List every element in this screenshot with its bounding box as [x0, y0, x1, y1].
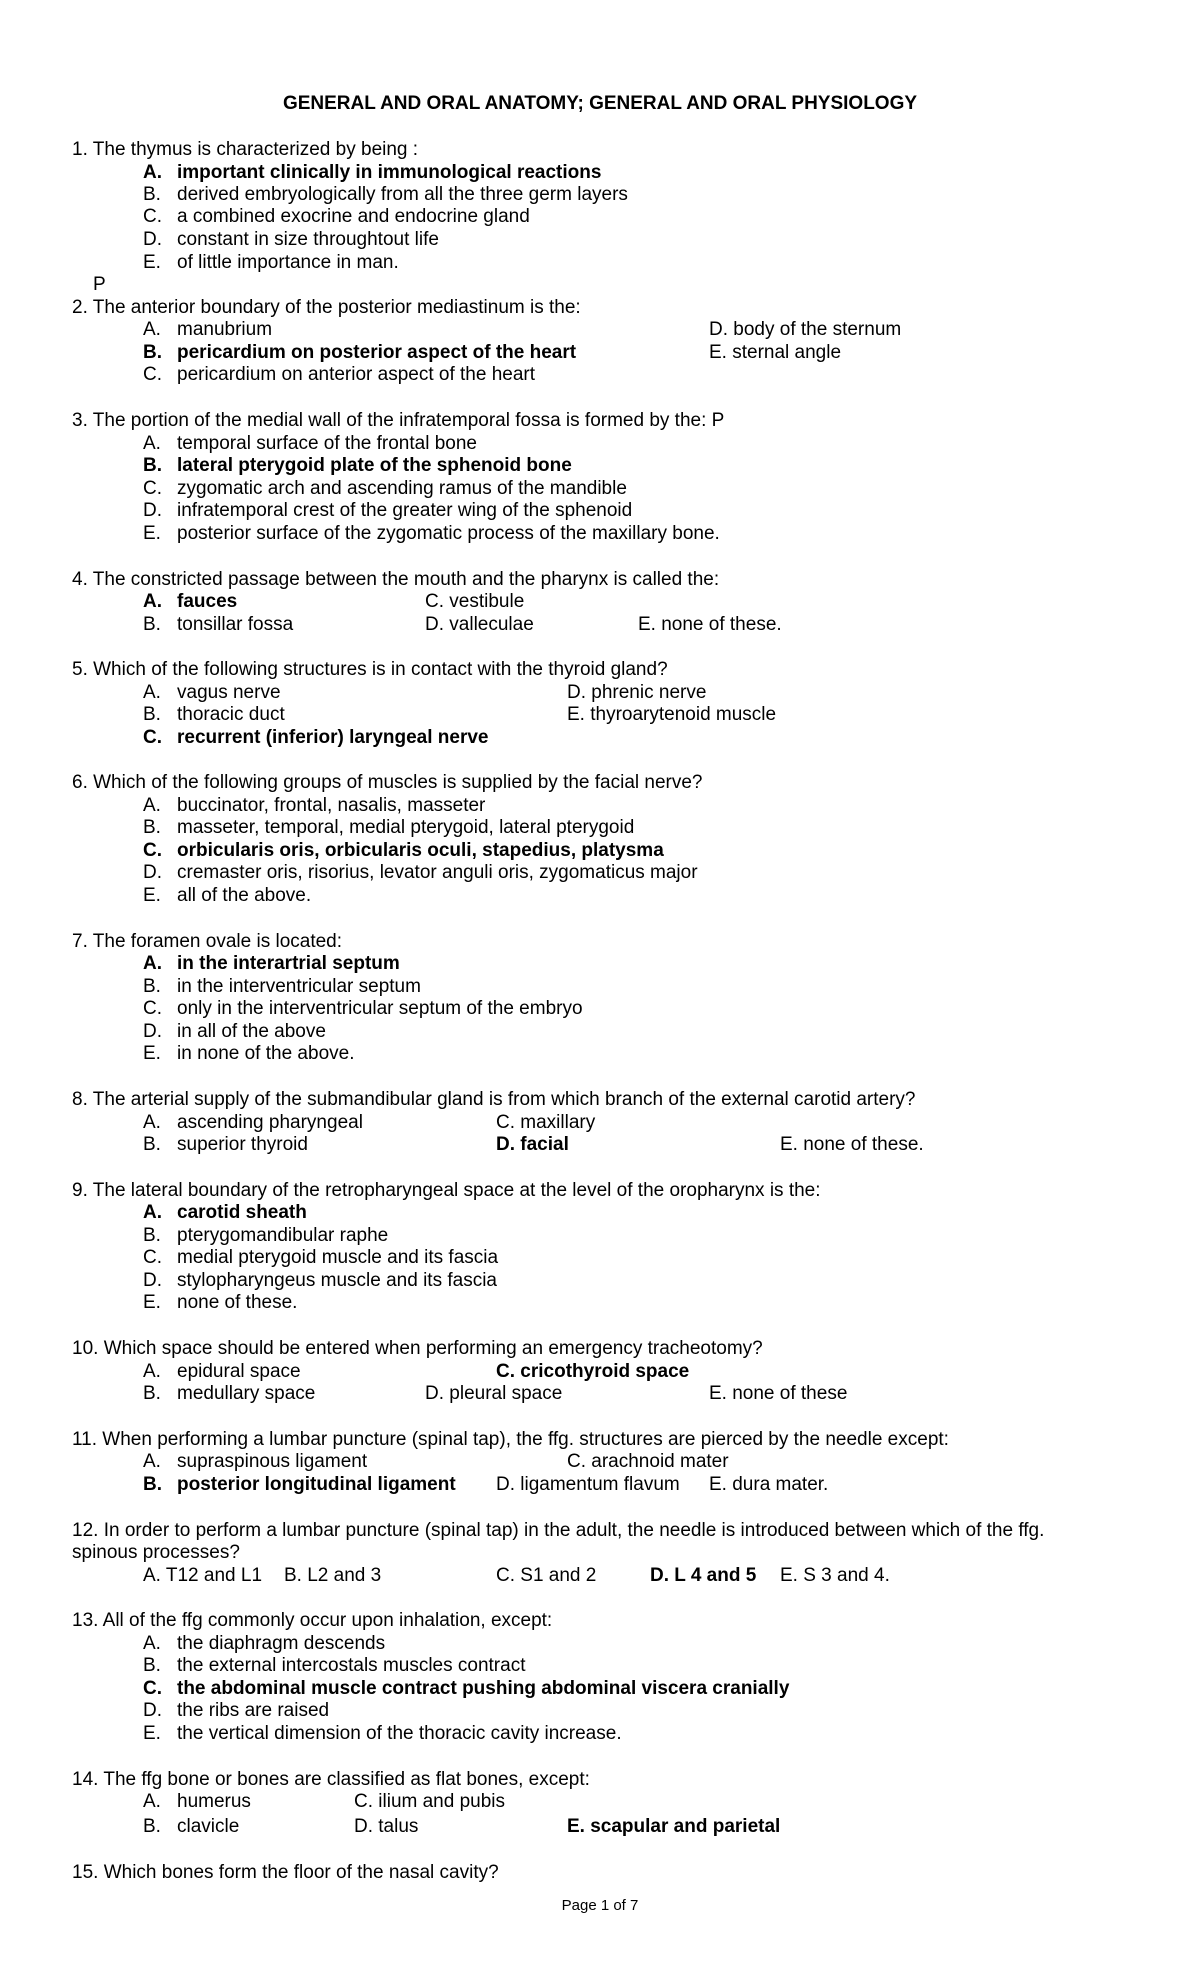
text-line: C.	[143, 364, 162, 385]
text-line: C.	[143, 998, 162, 1019]
text-line: C.	[143, 206, 162, 227]
text-line: E. dura mater.	[709, 1474, 829, 1495]
text-line: important clinically in immunological reactions	[177, 162, 602, 183]
text-line: the abdominal muscle contract pushing abdominal viscera cranially	[177, 1678, 790, 1699]
text-line: E.	[143, 885, 161, 906]
text-line: superior thyroid	[177, 1134, 308, 1155]
text-line: A.	[143, 433, 161, 454]
text-line: B.	[143, 704, 161, 725]
text-line: B.	[143, 1383, 161, 1404]
text-line: D. body of the sternum	[709, 319, 902, 340]
text-line: infratemporal crest of the greater wing of the sphenoid	[177, 500, 633, 521]
text-line: pterygomandibular raphe	[177, 1225, 389, 1246]
text-line: the ribs are raised	[177, 1700, 330, 1721]
text-line: C.	[143, 840, 162, 861]
text-line: C. cricothyroid space	[496, 1361, 690, 1382]
text-line: C. arachnoid mater	[567, 1451, 729, 1472]
text-line: 3. The portion of the medial wall of the infratemporal fossa is formed by the: P	[72, 410, 725, 431]
text-line: vagus nerve	[177, 682, 281, 703]
text-line: D. ligamentum flavum	[496, 1474, 680, 1495]
text-line: D.	[143, 1700, 162, 1721]
text-line: D. valleculae	[425, 614, 534, 635]
text-line: A.	[143, 1633, 161, 1654]
text-line: E. thyroarytenoid muscle	[567, 704, 777, 725]
text-line: recurrent (inferior) laryngeal nerve	[177, 727, 489, 748]
text-line: D.	[143, 862, 162, 883]
text-line: E.	[143, 523, 161, 544]
text-line: 9. The lateral boundary of the retropharyngeal space at the level of the oropharynx is the:	[72, 1180, 821, 1201]
text-line: C. ilium and pubis	[354, 1791, 506, 1812]
text-line: the vertical dimension of the thoracic cavity increase.	[177, 1723, 622, 1744]
text-line: D. L 4 and 5	[650, 1565, 757, 1586]
text-line: the diaphragm descends	[177, 1633, 386, 1654]
text-line: E. S 3 and 4.	[780, 1565, 890, 1586]
text-line: the external intercostals muscles contract	[177, 1655, 526, 1676]
text-line: C.	[143, 1678, 162, 1699]
text-line: C.	[143, 727, 162, 748]
text-line: E. scapular and parietal	[567, 1816, 781, 1837]
text-line: clavicle	[177, 1816, 240, 1837]
text-line: of little importance in man.	[177, 252, 399, 273]
text-line: A.	[143, 1791, 161, 1812]
text-line: A. T12 and L1	[143, 1565, 263, 1586]
text-line: posterior longitudinal ligament	[177, 1474, 456, 1495]
text-line: B.	[143, 455, 162, 476]
text-line: C.	[143, 478, 162, 499]
text-line: A.	[143, 319, 161, 340]
text-line: A.	[143, 953, 162, 974]
text-line: 10. Which space should be entered when performing an emergency tracheotomy?	[72, 1338, 763, 1359]
text-line: humerus	[177, 1791, 251, 1812]
text-line: B.	[143, 976, 161, 997]
text-line: orbicularis oris, orbicularis oculi, stapedius, platysma	[177, 840, 664, 861]
text-line: all of the above.	[177, 885, 312, 906]
text-line: D. facial	[496, 1134, 569, 1155]
text-line: 4. The constricted passage between the mouth and the pharynx is called the:	[72, 569, 720, 590]
text-line: B.	[143, 1134, 161, 1155]
text-line: medial pterygoid muscle and its fascia	[177, 1247, 499, 1268]
page-title: GENERAL AND ORAL ANATOMY; GENERAL AND ORAL PHYSIOLOGY	[282, 93, 918, 114]
text-line: B.	[143, 1474, 162, 1495]
text-line: epidural space	[177, 1361, 301, 1382]
text-line: D. talus	[354, 1816, 419, 1837]
text-line: D.	[143, 1021, 162, 1042]
text-line: E.	[143, 252, 161, 273]
text-line: in the interventricular septum	[177, 976, 421, 997]
text-line: A.	[143, 162, 162, 183]
text-line: E.	[143, 1043, 161, 1064]
text-line: A.	[143, 591, 162, 612]
text-line: temporal surface of the frontal bone	[177, 433, 477, 454]
text-line: P	[93, 274, 106, 295]
text-line: stylopharyngeus muscle and its fascia	[177, 1270, 497, 1291]
text-line: ascending pharyngeal	[177, 1112, 363, 1133]
text-line: a combined exocrine and endocrine gland	[177, 206, 530, 227]
text-line: lateral pterygoid plate of the sphenoid bone	[177, 455, 572, 476]
text-line: 11. When performing a lumbar puncture (spinal tap), the ffg. structures are pierced by the needle except:	[72, 1429, 949, 1450]
text-line: pericardium on posterior aspect of the heart	[177, 342, 577, 363]
text-line: C. vestibule	[425, 591, 525, 612]
text-line: B.	[143, 184, 161, 205]
text-line: derived embryologically from all the three germ layers	[177, 184, 628, 205]
text-line: E. none of these	[709, 1383, 848, 1404]
text-line: in all of the above	[177, 1021, 326, 1042]
text-line: in the interartrial septum	[177, 953, 400, 974]
text-line: D.	[143, 500, 162, 521]
text-line: 7. The foramen ovale is located:	[72, 931, 343, 952]
text-line: pericardium on anterior aspect of the heart	[177, 364, 536, 385]
text-line: 6. Which of the following groups of muscles is supplied by the facial nerve?	[72, 772, 703, 793]
text-line: A.	[143, 682, 161, 703]
text-line: 12. In order to perform a lumbar puncture (spinal tap) in the adult, the needle is introduced between which of the ffg.	[72, 1520, 1045, 1541]
text-line: masseter, temporal, medial pterygoid, lateral pterygoid	[177, 817, 635, 838]
text-line: only in the interventricular septum of the embryo	[177, 998, 583, 1019]
text-line: B.	[143, 342, 162, 363]
text-line: in none of the above.	[177, 1043, 355, 1064]
text-line: E. none of these.	[638, 614, 782, 635]
text-line: B.	[143, 1655, 161, 1676]
text-line: A.	[143, 1112, 161, 1133]
text-line: B. L2 and 3	[284, 1565, 382, 1586]
text-line: 1. The thymus is characterized by being :	[72, 139, 419, 160]
text-line: manubrium	[177, 319, 273, 340]
text-line: 5. Which of the following structures is in contact with the thyroid gland?	[72, 659, 668, 680]
text-line: buccinator, frontal, nasalis, masseter	[177, 795, 486, 816]
text-line: C.	[143, 1247, 162, 1268]
text-line: B.	[143, 614, 161, 635]
text-line: A.	[143, 795, 161, 816]
text-line: 2. The anterior boundary of the posterior mediastinum is the:	[72, 297, 581, 318]
text-line: C. S1 and 2	[496, 1565, 597, 1586]
text-line: tonsillar fossa	[177, 614, 294, 635]
text-line: D.	[143, 229, 162, 250]
text-line: A.	[143, 1202, 162, 1223]
text-line: E. none of these.	[780, 1134, 924, 1155]
text-line: posterior surface of the zygomatic process of the maxillary bone.	[177, 523, 720, 544]
text-line: D.	[143, 1270, 162, 1291]
text-line: constant in size throughtout life	[177, 229, 439, 250]
text-line: cremaster oris, risorius, levator anguli oris, zygomaticus major	[177, 862, 698, 883]
text-line: E.	[143, 1292, 161, 1313]
text-line: 8. The arterial supply of the submandibular gland is from which branch of the external carotid artery?	[72, 1089, 916, 1110]
text-line: C. maxillary	[496, 1112, 596, 1133]
text-line: E.	[143, 1723, 161, 1744]
text-line: B.	[143, 1816, 161, 1837]
text-line: D. phrenic nerve	[567, 682, 707, 703]
text-line: 14. The ffg bone or bones are classified as flat bones, except:	[72, 1769, 590, 1790]
text-line: A.	[143, 1361, 161, 1382]
text-line: B.	[143, 1225, 161, 1246]
text-line: thoracic duct	[177, 704, 285, 725]
text-line: A.	[143, 1451, 161, 1472]
text-line: 13. All of the ffg commonly occur upon inhalation, except:	[72, 1610, 553, 1631]
text-line: B.	[143, 817, 161, 838]
text-line: supraspinous ligament	[177, 1451, 368, 1472]
text-line: medullary space	[177, 1383, 316, 1404]
text-line: fauces	[177, 591, 238, 612]
text-line: E. sternal angle	[709, 342, 842, 363]
page-footer: Page 1 of 7	[561, 1897, 639, 1914]
text-line: carotid sheath	[177, 1202, 307, 1223]
text-line: D. pleural space	[425, 1383, 563, 1404]
text-line: zygomatic arch and ascending ramus of the mandible	[177, 478, 627, 499]
text-line: 15. Which bones form the floor of the nasal cavity?	[72, 1862, 499, 1883]
text-line: none of these.	[177, 1292, 298, 1313]
text-line: spinous processes?	[72, 1542, 240, 1563]
